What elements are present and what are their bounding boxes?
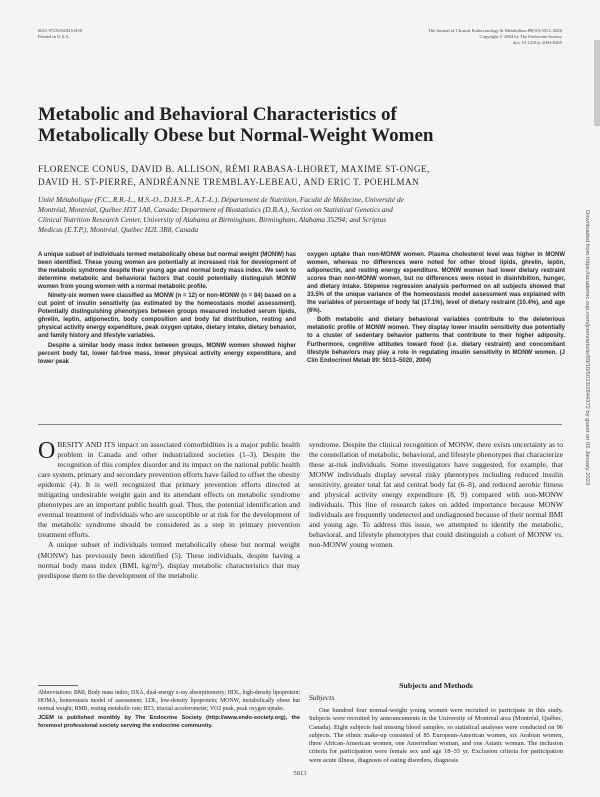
intro-text: BESITY AND ITS impact on associated comorbidities is a major public health problem in Canada and other industrialized societies (1–3). Despite the recognition of this complex disorder and its impact on the national public health care system, primary and secondary prevention efforts have failed to offset the obesity epidemic (4). It is well recognized that primary prevention efforts directed at mitigating undesirable weight gain and its attendant effects on metabolic syndrome phenotypes are an important public health goal. Thus, the potential identification and eventual treatment of individuals who are susceptible or at risk for the development of the metabolic syndrome should be considered as a step in primary prevention treatment efforts. xyxy=(38,440,300,540)
journal-name-line: The Journal of Clinical Endocrinology & Metabolism 89(10):5013–5020 xyxy=(427,28,562,33)
affiliations xyxy=(38,195,560,235)
affiliation-line-3: Clinical Nutrition Research Center, University of Alabama at Birmingham, Birmingham, Alabama 35294; and Scriptus xyxy=(38,215,387,224)
download-stamp-text: Downloaded from https://academic.oup.com/jcem/article/89/10/5013/2844372 by guest on 05 January 2023 xyxy=(584,210,590,486)
affiliation-line-2: Montréal, Montréal, Québec H3T 1A8, Canada; Department of Biostatistics (D.B.A.), Section on Statistical Genetics and xyxy=(38,205,393,214)
body-paragraph: A unique subset of individuals termed metabolically obese but normal weight (MONW) has previously been identified (5). These individuals, despite having a normal body mass index (BMI, kg/m²), display metabolic characteristics that may predispose them to the development of the metabolic xyxy=(38,540,300,580)
authors-line-1: FLORENCE CONUS, DAVID B. ALLISON, RÉMI RABASA-LHORET, MAXIME ST-ONGE, xyxy=(38,164,430,174)
abstract-left-column xyxy=(38,251,296,366)
abstract-paragraph: Both metabolic and dietary behavioral variables contribute to the deleterious metabolic profile of MONW women. They display lower insulin sensitivity due potentially to a cluster of sedentary behavior patterns that contribute to their higher adiposity. Furthermore, cognitive attitudes toward food (i.e. dietary restraint) and concomitant lifestyle behaviors may play a role in regulating insulin sensitivity in MONW women. (J Clin Endocrinol Metab 89: 5013–5020, 2004) xyxy=(307,317,565,364)
authors-line-2: DAVID H. ST-PIERRE, ANDRÉANNE TREMBLAY-LEBEAU, AND ERIC T. POEHLMAN xyxy=(38,176,420,187)
journal-citation-header xyxy=(428,28,562,47)
issn-line: 0021-972X/04/$15.00/0 xyxy=(38,28,83,33)
body-left-column xyxy=(38,440,300,581)
methods-text xyxy=(309,707,563,765)
title-line-2: Metabolically Obese but Normal-Weight Women xyxy=(38,125,434,146)
publisher-note: JCEM is published monthly by The Endocrine Society (http://www.endo-society.org), the foremost professional society serving the endocrine community. xyxy=(38,714,300,729)
abstract-paragraph: oxygen uptake than non-MONW women. Plasma cholesterol level was higher in MONW women, whereas no differences were noted for other blood lipids, ghrelin, leptin, adiponectin, and resting energy expenditure. MONW women had lower dietary restraint scores than non-MONW women, but no differences were noted in disinhibition, hunger, and dietary intake. Stepwise regression analysis performed on all subjects showed that 33.5% of the unique variance of the homeostasis model assessment was explained with the variables of percentage of body fat (17.1%), level of dietary restraint (10.4%), and age (6%). xyxy=(307,252,565,315)
copyright-line: Copyright © 2004 by The Endocrine Society xyxy=(479,34,562,40)
footnote xyxy=(38,690,300,731)
doi-line: doi: 10.1210/jc.2004-0265 xyxy=(513,40,562,46)
journal-code-header xyxy=(38,28,82,40)
section-heading: Subjects and Methods xyxy=(399,681,473,690)
body-paragraph: syndrome. Despite the clinical recognition of MONW, there exists uncertainty as to the constellation of metabolic, behavioral, and lifestyle phenotypes that characterize these at-risk individuals. Some investigators have suggested, for example, that MONW individuals display several risky phenotypes including reduced insulin sensitivity, greater total fat and central body fat (6–8), and reduced aerobic fitness and physical activity energy expenditure (8, 9) compared with non-MONW individuals. This line of research takes on added importance because MONW individuals are frequently undetected and undiagnosed because of their normal BMI and young age. To address this issue, we attempted to identify the metabolic, behavioral, and lifestyle phenotypes that could distinguish a cohort of MONW vs. non-MONW young women. xyxy=(309,440,563,550)
title-line-1: Metabolic and Behavioral Characteristics of xyxy=(38,104,397,125)
methods-paragraph: One hundred four normal-weight young women were recruited to participate in this study. Subjects were recruited by announcements in the University of Montreal area (Montréal, Québec, Canada). Eight subjects had missing blood samples, so statistical analyses were conducted on 96 subjects. The ethnic make-up consisted of 85 European-American women, six Arabian women, three African-American women, one Amerindian woman, and one Asiatic woman. The inclusion criteria for participation were female sex and age 18–35 yr. Exclusion criteria for participation were acute illness, diagnosis of eating disorders, diagnosis xyxy=(309,707,563,764)
abbreviations-note: Abbreviations: BMI, Body mass index; DXA, dual-energy x-ray absorptiometry; HDL, high-density lipoprotein; HOMA, homeostasis model of assessment; LDL, low-density lipoprotein; MONW, metabolically obese but normal weight; RMR, resting metabolic rate; RT3, triaxial accelerometer; VO2 peak, peak oxygen uptake. xyxy=(38,690,300,712)
affiliation-line-1: Unité Métabolique (F.C., R.R.-L., M.S.-O., D.H.S.-P., A.T.-L.), Département de Nutrition, Faculté de Médecine, Université de xyxy=(38,195,404,204)
body-right-column xyxy=(309,440,563,551)
page-number: 5013 xyxy=(293,770,307,777)
drop-cap: O xyxy=(38,438,56,464)
abstract-paragraph: Despite a similar body mass index between groups, MONW women showed higher percent body fat, lower fat-free mass, lower physical activity energy expenditure, and lower peak xyxy=(38,342,296,365)
abstract-paragraph: Ninety-six women were classified as MONW (n = 12) or non-MONW (n = 84) based on a cut point of insulin sensitivity (as estimated by the homeostasis model assessment). Potentially distinguishing phenotypes between groups measured included serum lipids, ghrelin, leptin, adiponectin, body composition and body fat distribution, resting and physical activity energy expenditure, peak oxygen uptake, dietary intake, dietary behavior, and family history and lifestyle variables. xyxy=(38,293,296,340)
abstract-right-column xyxy=(307,251,565,365)
subsection-heading: Subjects xyxy=(309,693,335,702)
printed-in-line: Printed in U.S.A. xyxy=(38,34,70,40)
article-title xyxy=(38,104,558,146)
abstract-divider xyxy=(38,424,562,425)
edge-tab xyxy=(594,40,600,126)
download-stamp xyxy=(582,210,592,630)
affiliation-line-4: Medicus (E.T.P.), Montréal, Québec H2L 3R8, Canada xyxy=(38,225,199,234)
footnote-rule xyxy=(38,685,78,686)
intro-paragraph xyxy=(38,440,300,540)
abstract-paragraph: A unique subset of individuals termed metabolically obese but normal weight (MONW) has been identified. These young women are potentially at increased risk for development of the metabolic syndrome despite their young age and normal body mass index. We seek to determine metabolic and behavioral factors that could potentially distinguish MONW women from young women with a normal metabolic profile. xyxy=(38,252,296,291)
author-list xyxy=(38,163,558,188)
